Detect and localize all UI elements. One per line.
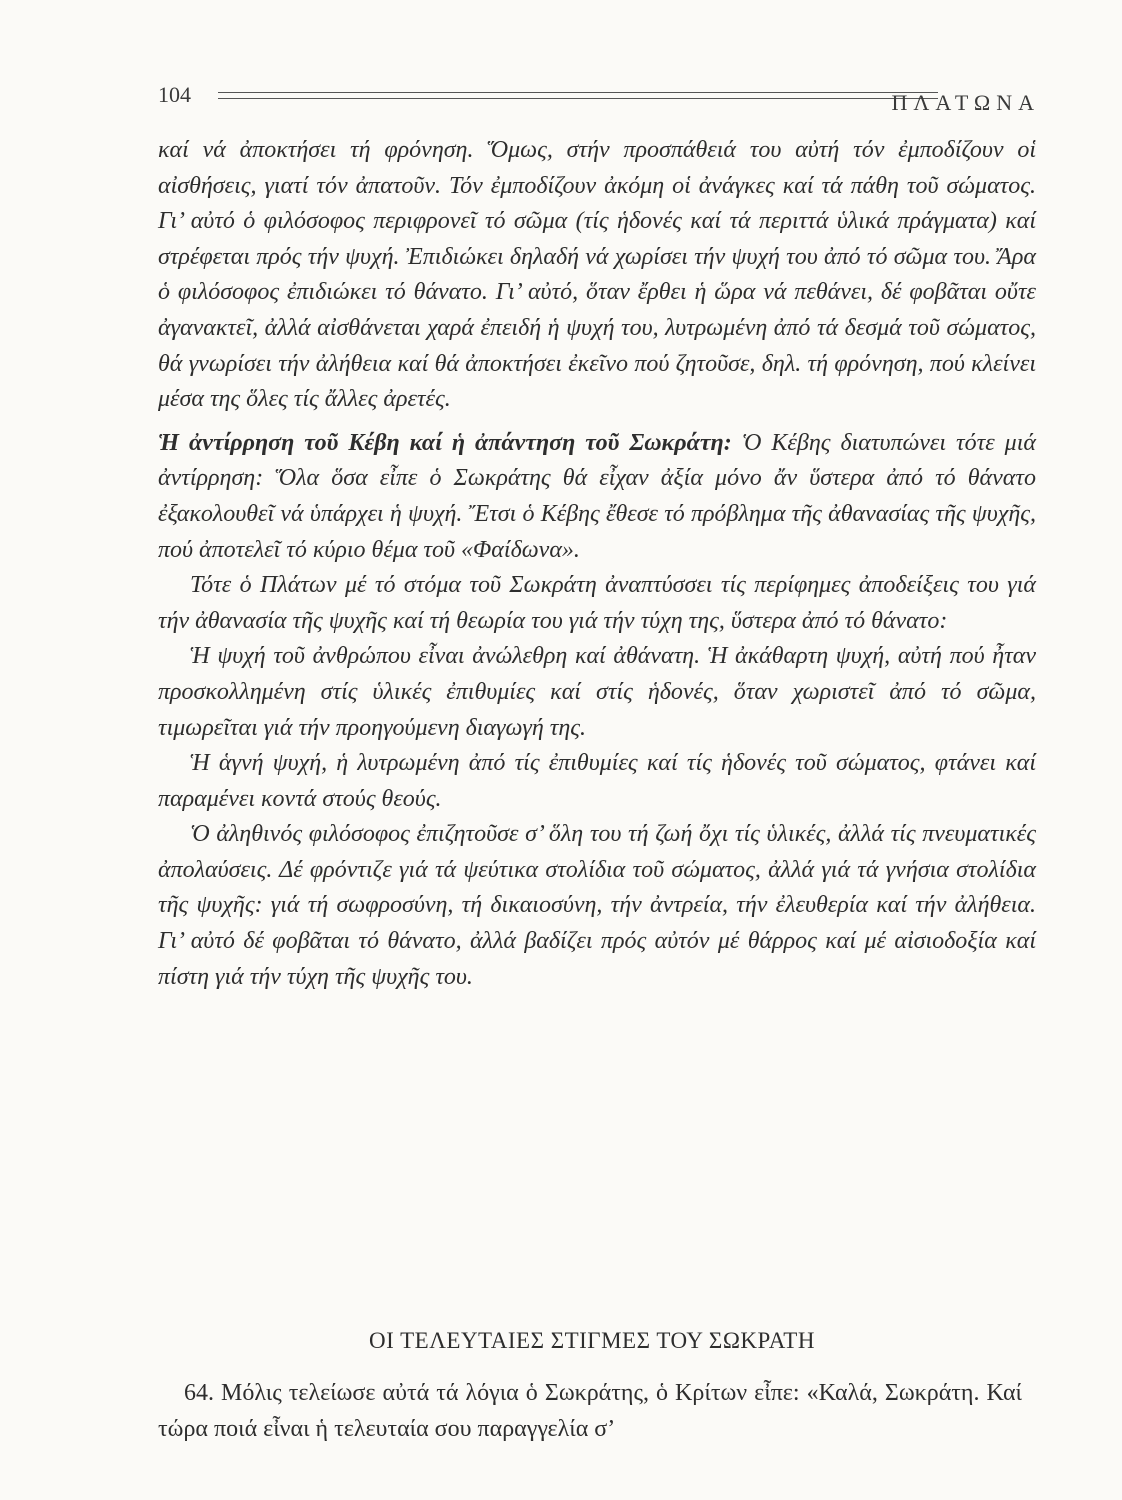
- paragraph-objection: [158, 426, 1036, 568]
- paragraph: Ἡ ψυχή τοῦ ἀνθρώπου εἶναι ἀνώλεθρη καί ἀθάνατη. Ἡ ἀκάθαρτη ψυχή, αὐτή πού ἦταν προσκολλημένη στίς ὑλικές ἐπιθυμίες καί στίς ἡδονές, ὅταν χωριστεῖ ἀπό τό σῶμα, τιμωρεῖται γιά τήν προηγούμενη διαγωγή της.: [158, 643, 1036, 741]
- page-header: [158, 80, 1040, 114]
- paragraph: Ἡ ἁγνή ψυχή, ἡ λυτρωμένη ἀπό τίς ἐπιθυμίες καί τίς ἡδονές τοῦ σώματος, φτάνει καί παραμένει κοντά στούς θεούς.: [158, 750, 1036, 812]
- paragraph: καί νά ἀποκτήσει τή φρόνηση. Ὅμως, στήν προσπάθειά του αὐτή τόν ἐμποδίζουν οἱ αἰσθήσεις, γιατί τόν ἀπατοῦν. Τόν ἐμποδίζουν ἀκόμη οἱ ἀνάγκες καί τά πάθη τοῦ σώματος. Γι’ αὐτό ὁ φιλόσοφος περιφρονεῖ τό σῶμα (τίς ἡδονές καί τά περιττά ὑλικά πράγματα) καί στρέφεται πρός τήν ψυχή. Ἐπιδιώκει δηλαδή νά χωρίσει τήν ψυχή του ἀπό τό σῶμα του. Ἄρα ὁ φιλόσοφος ἐπιδιώκει τό θάνατο. Γι’ αὐτό, ὅταν ἔρθει ἡ ὥρα νά πεθάνει, δέ φοβᾶται οὔτε ἀγανακτεῖ, ἀλλά αἰσθάνεται χαρά ἐπειδή ἡ ψυχή του, λυτρωμένη ἀπό τά δεσμά τοῦ σώματος, θά γνωρίσει τήν ἀλήθεια καί θά ἀποκτήσει ἐκεῖνο πού ζητοῦσε, δηλ. τή φρόνηση, πού κλείνει μέσα της ὅλες τίς ἄλλες ἀρετές.: [158, 137, 1036, 413]
- paragraph-text: Ὁ Κέβης διατυπώνει τότε μιά ἀντίρρηση: Ὅλα ὅσα εἶπε ὁ Σωκράτης θά εἶχαν ἀξία μόνο ἄν ὕστερα ἀπό τό θάνατο ἐξακολουθεῖ νά ὑπάρχει ἡ ψυχή. Ἔτσι ὁ Κέβης ἔθεσε τό πρόβλημα τῆς ἀθανασίας τῆς ψυχῆς, πού ἀποτελεῖ τό κύριο θέμα τοῦ «Φαίδωνα».: [158, 429, 1036, 563]
- running-title: ΠΛΑΤΩΝΑ: [891, 90, 1040, 115]
- subheading: Ἡ ἀντίρρηση τοῦ Κέβη καί ἡ ἀπάντηση τοῦ Σωκράτη:: [158, 429, 732, 456]
- paragraph: Ὁ ἀληθινός φιλόσοφος ἐπιζητοῦσε σ’ ὅλη του τή ζωή ὄχι τίς ὑλικές, ἀλλά τίς πνευματικές ἀπολαύσεις. Δέ φρόντιζε γιά τά ψεύτικα στολίδια τοῦ σώματος, ἀλλά γιά τά γνήσια στολίδια τῆς ψυχῆς: γιά τή σωφροσύνη, τή δικαιοσύνη, τήν ἀντρεία, τήν ἐλευθερία καί τήν ἀλήθεια. Γι’ αὐτό δέ φοβᾶται τό θάνατο, ἀλλά βαδίζει πρός αὐτόν μέ θάρρος καί μέ αἰσιοδοξία καί πίστη γιά τήν τύχη τῆς ψυχῆς του.: [158, 821, 1036, 990]
- paragraph: 64. Μόλις τελείωσε αὐτά τά λόγια ὁ Σωκράτης, ὁ Κρίτων εἶπε: «Καλά, Σωκράτη. Καί τώρα ποιά εἶναι ἡ τελευταία σου παραγγελία σ’: [158, 1380, 1022, 1442]
- main-text: [158, 133, 1036, 995]
- section-text: [158, 1375, 1022, 1447]
- page-number: 104: [158, 82, 191, 107]
- paragraph: Τότε ὁ Πλάτων μέ τό στόμα τοῦ Σωκράτη ἀναπτύσσει τίς περίφημες ἀποδείξεις του γιά τήν ἀθανασία τῆς ψυχῆς καί τή θεωρία του γιά τήν τύχη της, ὕστερα ἀπό τό θάνατο:: [158, 572, 1036, 634]
- header-rule: [218, 92, 938, 99]
- section-title: ΟΙ ΤΕΛΕΥΤΑΙΕΣ ΣΤΙΓΜΕΣ ΤΟΥ ΣΩΚΡΑΤΗ: [369, 1328, 815, 1353]
